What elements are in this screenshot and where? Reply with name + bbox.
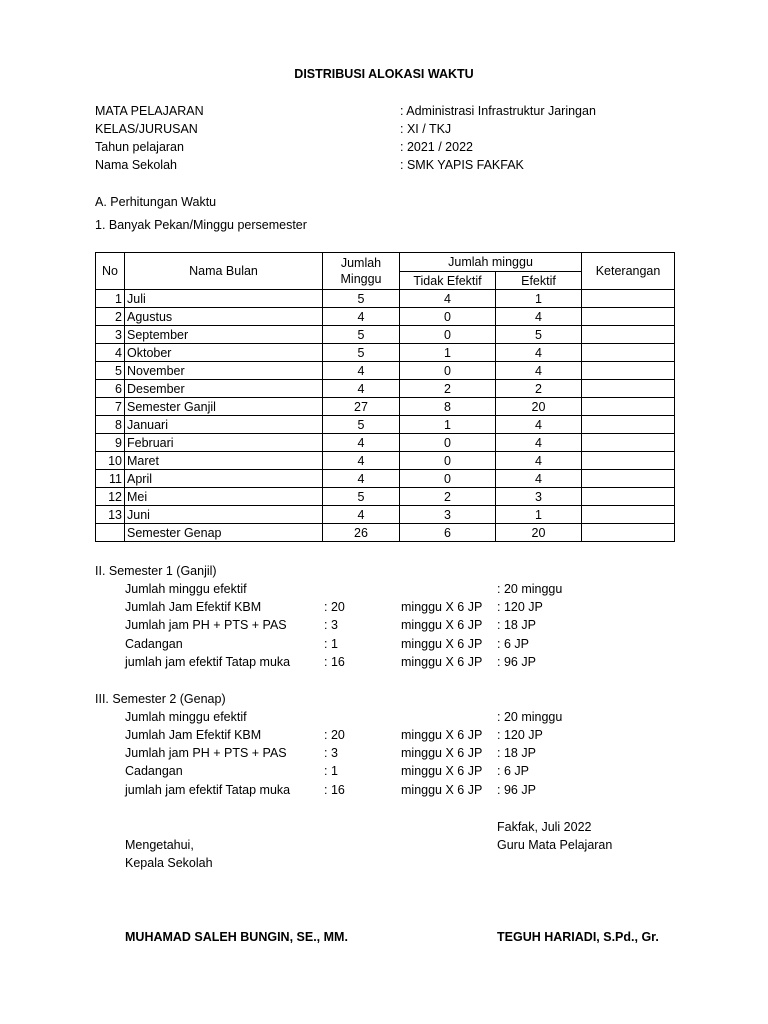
cell-efektif: 4 [496,416,582,434]
header-keterangan: Keterangan [582,253,675,290]
table-row [96,506,675,524]
cell-efektif: 4 [496,362,582,380]
cell-jumlah: 4 [323,380,400,398]
cell-tidak-efektif: 8 [400,398,496,416]
table-row [96,434,675,452]
cell-bulan: November [125,362,323,380]
semester-2-line-formula: minggu X 6 JP [401,783,483,797]
section-a-heading: A. Perhitungan Waktu [95,195,217,209]
table-row [96,524,675,542]
cell-efektif: 4 [496,434,582,452]
info-value-sekolah: : SMK YAPIS FAKFAK [400,158,524,172]
cell-efektif: 4 [496,308,582,326]
semester-2-minggu-label: Jumlah minggu efektif [125,710,247,724]
cell-jumlah: 4 [323,452,400,470]
semester-2-minggu-value: : 20 minggu [497,710,563,724]
cell-tidak-efektif: 2 [400,380,496,398]
header-jumlah-minggu-group: Jumlah minggu [400,253,582,272]
cell-jumlah: 4 [323,362,400,380]
cell-no: 8 [96,416,125,434]
cell-tidak-efektif: 0 [400,362,496,380]
cell-no [96,524,125,542]
header-efektif: Efektif [496,272,582,290]
cell-efektif: 4 [496,470,582,488]
cell-jumlah: 4 [323,308,400,326]
info-label-tahun: Tahun pelajaran [95,140,184,154]
cell-keterangan [582,398,675,416]
cell-keterangan [582,434,675,452]
cell-bulan: April [125,470,323,488]
semester-1-line-label: Jumlah jam PH + PTS + PAS [125,618,287,632]
table-row [96,344,675,362]
table-row [96,362,675,380]
semester-2-line-label: jumlah jam efektif Tatap muka [125,783,291,797]
cell-efektif: 20 [496,398,582,416]
cell-jumlah: 4 [323,506,400,524]
cell-bulan: Oktober [125,344,323,362]
cell-bulan: September [125,326,323,344]
info-label-kelas: KELAS/JURUSAN [95,122,198,136]
semester-2-line-count: : 20 [324,728,345,742]
cell-bulan: Mei [125,488,323,506]
semester-1-minggu-label: Jumlah minggu efektif [125,582,247,596]
place-date: Fakfak, Juli 2022 [497,820,592,834]
cell-jumlah: 5 [323,344,400,362]
semester-2-line-label: Jumlah Jam Efektif KBM [125,728,262,742]
cell-bulan: Januari [125,416,323,434]
table-row [96,452,675,470]
semester-1-line-result: : 96 JP [497,655,536,669]
semester-2-line-formula: minggu X 6 JP [401,728,483,742]
semester-1-line-label: Jumlah Jam Efektif KBM [125,600,262,614]
semester-2-line-label: Jumlah jam PH + PTS + PAS [125,746,287,760]
cell-keterangan [582,380,675,398]
semester-2-heading: III. Semester 2 (Genap) [95,692,226,706]
header-tidak-efektif: Tidak Efektif [400,272,496,290]
cell-jumlah: 4 [323,434,400,452]
cell-efektif: 4 [496,452,582,470]
cell-keterangan [582,344,675,362]
semester-2-line-count: : 3 [324,746,338,760]
cell-tidak-efektif: 0 [400,326,496,344]
table-header-row [96,253,675,272]
semester-2-line-count: : 1 [324,764,338,778]
cell-tidak-efektif: 6 [400,524,496,542]
semester-1-line-formula: minggu X 6 JP [401,600,483,614]
semester-1-line-result: : 120 JP [497,600,543,614]
guru-name: TEGUH HARIADI, S.Pd., Gr. [497,930,659,944]
cell-efektif: 20 [496,524,582,542]
cell-jumlah: 5 [323,326,400,344]
cell-keterangan [582,308,675,326]
cell-keterangan [582,470,675,488]
table-row [96,380,675,398]
semester-1-line-formula: minggu X 6 JP [401,655,483,669]
cell-no: 1 [96,290,125,308]
cell-tidak-efektif: 2 [400,488,496,506]
cell-keterangan [582,488,675,506]
semester-1-minggu-value: : 20 minggu [497,582,563,596]
cell-tidak-efektif: 0 [400,452,496,470]
cell-keterangan [582,290,675,308]
semester-1-heading: II. Semester 1 (Ganjil) [95,564,217,578]
guru-label: Guru Mata Pelajaran [497,838,613,852]
table-row [96,326,675,344]
semester-2-line-formula: minggu X 6 JP [401,746,483,760]
table-row [96,398,675,416]
header-jumlah-line1: Jumlah [340,256,382,270]
cell-tidak-efektif: 3 [400,506,496,524]
cell-bulan: Semester Genap [125,524,323,542]
cell-jumlah: 27 [323,398,400,416]
table-body [96,290,675,542]
info-value-mata-pelajaran: : Administrasi Infrastruktur Jaringan [400,104,596,118]
cell-keterangan [582,506,675,524]
cell-bulan: Februari [125,434,323,452]
cell-efektif: 4 [496,344,582,362]
allocation-table [95,252,675,542]
cell-bulan: Agustus [125,308,323,326]
header-nama-bulan: Nama Bulan [125,253,323,290]
mengetahui-label: Mengetahui, [125,838,194,852]
semester-2-line-result: : 120 JP [497,728,543,742]
cell-tidak-efektif: 0 [400,470,496,488]
table-row [96,416,675,434]
document-title: DISTRIBUSI ALOKASI WAKTU [294,67,474,81]
cell-efektif: 3 [496,488,582,506]
cell-no: 5 [96,362,125,380]
semester-2-line-result: : 18 JP [497,746,536,760]
semester-2-line-count: : 16 [324,783,345,797]
cell-tidak-efektif: 0 [400,434,496,452]
semester-1-line-count: : 3 [324,618,338,632]
semester-1-line-label: jumlah jam efektif Tatap muka [125,655,291,669]
cell-tidak-efektif: 1 [400,416,496,434]
info-value-kelas: : XI / TKJ [400,122,452,136]
kepala-sekolah-label: Kepala Sekolah [125,856,213,870]
cell-no: 10 [96,452,125,470]
cell-keterangan [582,524,675,542]
cell-efektif: 5 [496,326,582,344]
cell-keterangan [582,326,675,344]
cell-tidak-efektif: 4 [400,290,496,308]
table-row [96,488,675,506]
cell-bulan: Semester Ganjil [125,398,323,416]
cell-no: 7 [96,398,125,416]
cell-keterangan [582,416,675,434]
semester-2-line-label: Cadangan [125,764,183,778]
semester-1-line-formula: minggu X 6 JP [401,637,483,651]
cell-keterangan [582,362,675,380]
cell-no: 6 [96,380,125,398]
cell-jumlah: 26 [323,524,400,542]
semester-1-line-result: : 6 JP [497,637,529,651]
cell-jumlah: 5 [323,488,400,506]
cell-no: 11 [96,470,125,488]
semester-1-line-count: : 20 [324,600,345,614]
kepala-sekolah-name: MUHAMAD SALEH BUNGIN, SE., MM. [125,930,348,944]
cell-efektif: 1 [496,506,582,524]
cell-no: 9 [96,434,125,452]
cell-jumlah: 5 [323,416,400,434]
cell-no: 13 [96,506,125,524]
header-jumlah-minggu [323,253,400,290]
header-no: No [96,253,125,290]
section-1-heading: 1. Banyak Pekan/Minggu persemester [95,218,307,232]
cell-jumlah: 5 [323,290,400,308]
cell-efektif: 1 [496,290,582,308]
cell-keterangan [582,452,675,470]
header-jumlah-line2: Minggu [340,272,382,286]
cell-no: 2 [96,308,125,326]
cell-tidak-efektif: 1 [400,344,496,362]
semester-2-line-result: : 96 JP [497,783,536,797]
cell-bulan: Juni [125,506,323,524]
semester-1-line-label: Cadangan [125,637,183,651]
info-label-sekolah: Nama Sekolah [95,158,177,172]
semester-2-line-formula: minggu X 6 JP [401,764,483,778]
semester-1-line-count: : 1 [324,637,338,651]
cell-no: 12 [96,488,125,506]
semester-1-line-formula: minggu X 6 JP [401,618,483,632]
info-label-mata-pelajaran: MATA PELAJARAN [95,104,204,118]
table-row [96,290,675,308]
semester-1-line-count: : 16 [324,655,345,669]
table-row [96,308,675,326]
cell-bulan: Juli [125,290,323,308]
semester-1-line-result: : 18 JP [497,618,536,632]
cell-no: 4 [96,344,125,362]
semester-2-line-result: : 6 JP [497,764,529,778]
cell-no: 3 [96,326,125,344]
cell-bulan: Maret [125,452,323,470]
cell-bulan: Desember [125,380,323,398]
cell-efektif: 2 [496,380,582,398]
cell-tidak-efektif: 0 [400,308,496,326]
table-row [96,470,675,488]
info-value-tahun: : 2021 / 2022 [400,140,473,154]
cell-jumlah: 4 [323,470,400,488]
